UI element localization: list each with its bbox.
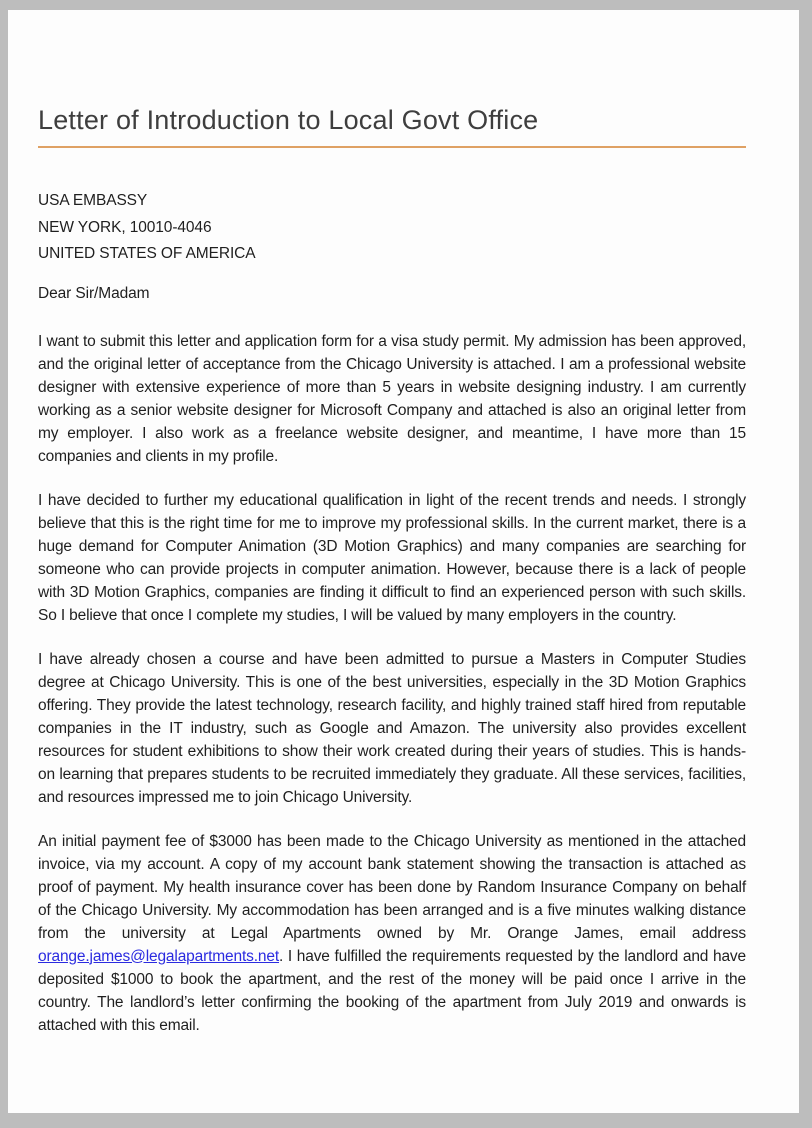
recipient-line-city-zip: NEW YORK, 10010-4046 — [38, 218, 212, 236]
paragraph4-text-before-link: An initial payment fee of $3000 has been made to the Chicago University as mentioned in the attached invoice, via my account. A copy of my account bank statement showing the transaction is attached as proof of payment. My health insurance cover has been done by Random Insurance Company on behalf of the Chicago University. My accommodation has been arranged and is a five minutes walking distance from the university at Legal Apartments owned by Mr. Orange James, email address — [38, 832, 746, 942]
document-content — [8, 10, 799, 1037]
body-paragraph-4 — [38, 830, 746, 1037]
recipient-address — [38, 188, 746, 268]
page-title: Letter of Introduction to Local Govt Office — [38, 104, 746, 148]
recipient-line-country: UNITED STATES OF AMERICA — [38, 245, 256, 262]
recipient-line-embassy: USA EMBASSY — [38, 192, 148, 209]
body-paragraph-3: I have already chosen a course and have been admitted to pursue a Masters in Computer Studies degree at Chicago University. This is one of the best universities, especially in the 3D Motion Graphics offering. They provide the latest technology, research facility, and highly trained staff hired from reputable companies in the IT industry, such as Google and Amazon. The university also provides excellent resources for student exhibitions to show their work created during their years of studies. This is hands-on learning that prepares students to be recruited immediately they graduate. All these services, facilities, and resources impressed me to join Chicago University. — [38, 650, 746, 806]
document-page — [8, 10, 799, 1113]
email-link[interactable]: orange.james@legalapartments.net — [38, 947, 279, 965]
paragraph4-text-after-link: . I have fulfilled the requirements requested by the landlord and have deposited $1000 to book the apartment, and the rest of the money will be paid once I arrive in the country. The landlord’s letter confirming the booking of the apartment from July 2019 and onwards is attached with this email. — [38, 947, 746, 1034]
body-paragraph-2: I have decided to further my educational qualification in light of the recent trends and needs. I strongly believe that this is the right time for me to improve my professional skills. In the current market, there is a huge demand for Computer Animation (3D Motion Graphics) and many companies are searching for someone who can provide projects in computer animation. However, because there is a lack of people with 3D Motion Graphics, companies are finding it difficult to find an experienced person with such skills. So I believe that once I complete my studies, I will be valued by many employers in the country. — [38, 491, 746, 624]
body-paragraph-1: I want to submit this letter and application form for a visa study permit. My admission has been approved, and the original letter of acceptance from the Chicago University is attached. I am a professional website designer with extensive experience of more than 5 years in website designing industry. I am currently working as a senior website designer for Microsoft Company and attached is also an original letter from my employer. I also work as a freelance website designer, and meantime, I have more than 15 companies and clients in my profile. — [38, 332, 746, 465]
salutation: Dear Sir/Madam — [38, 284, 150, 302]
